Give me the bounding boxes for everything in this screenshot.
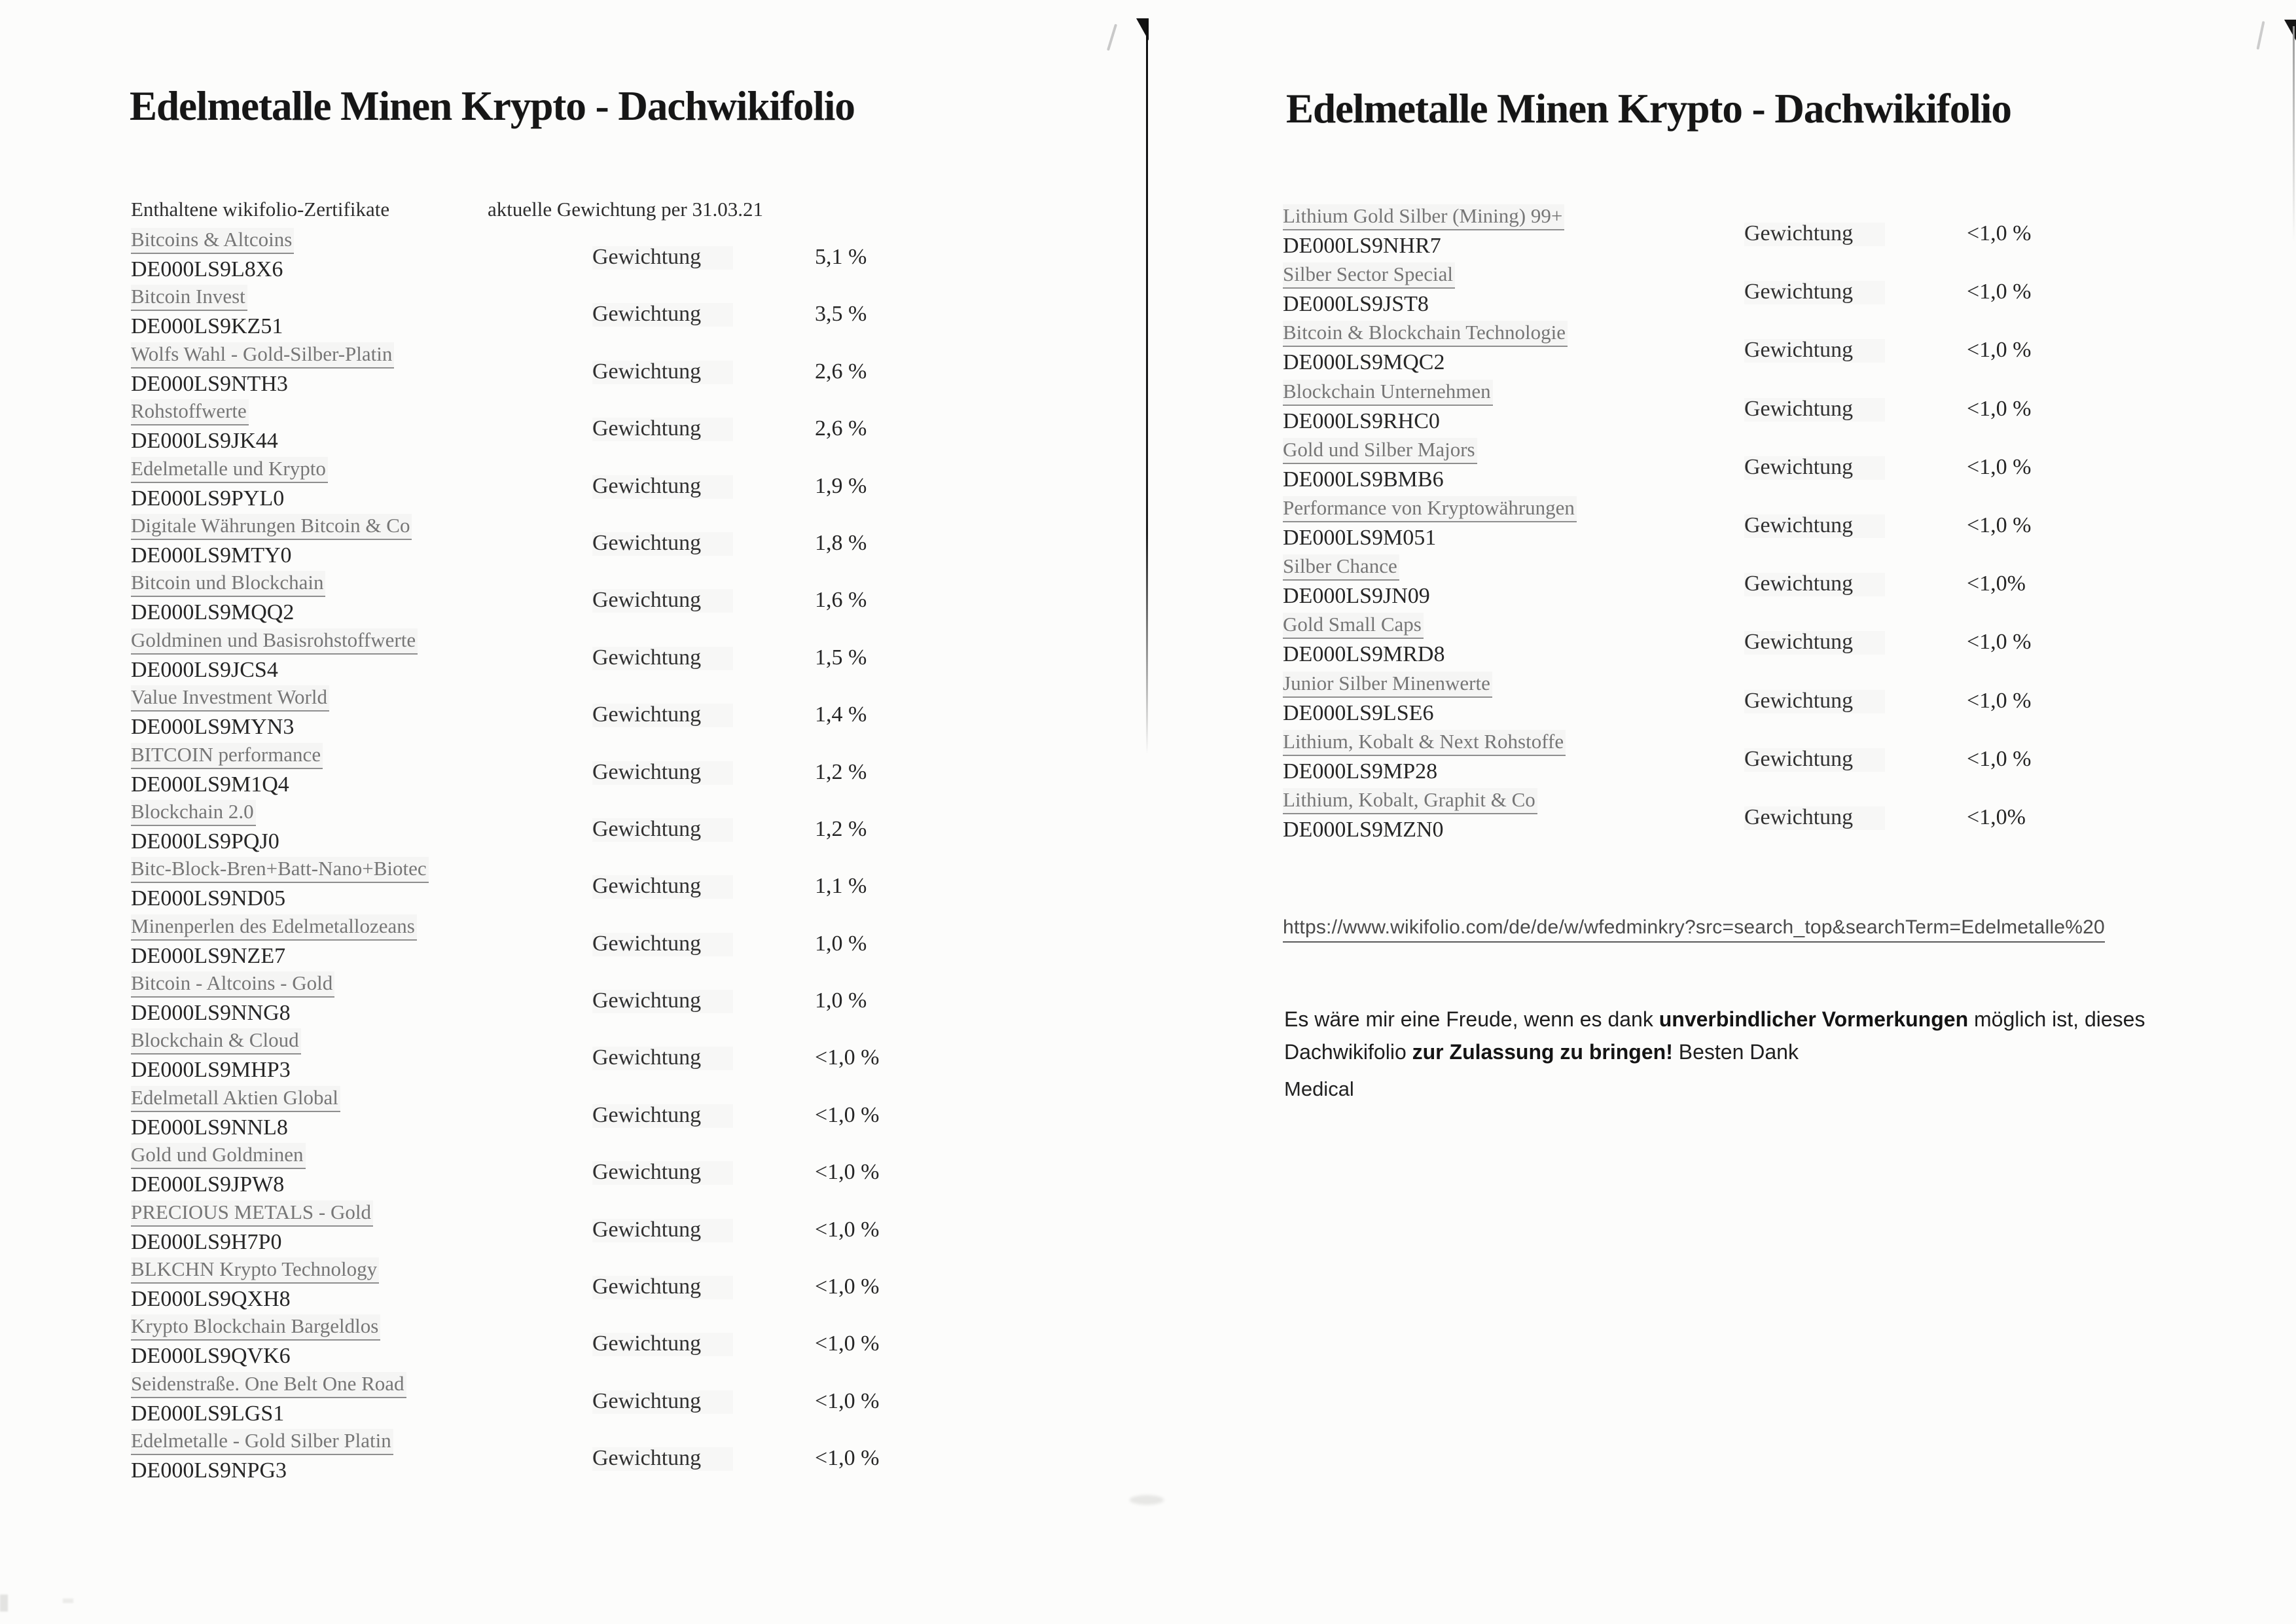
certificate-row: [131, 399, 1113, 456]
isin-code: DE000LS9MYN3: [131, 715, 295, 740]
certificate-cell: [131, 342, 592, 399]
certificate-cell: [1283, 380, 1744, 438]
weight-value: <1,0 %: [815, 1274, 880, 1299]
certificate-cell: [131, 457, 592, 514]
weight-label: Gewichtung: [1744, 438, 1967, 496]
closing-bold-text: zur Zulassung zu bringen!: [1412, 1040, 1673, 1064]
certificate-cell: [131, 857, 592, 914]
certificate-cell: [131, 1257, 592, 1314]
weight-label: Gewichtung: [1744, 496, 1967, 554]
wikifolio-link[interactable]: Goldminen und Basisrohstoffwerte: [131, 628, 418, 655]
wikifolio-link[interactable]: Bitc-Block-Bren+Batt-Nano+Biotec: [131, 857, 429, 883]
weight-label: Gewichtung: [592, 628, 815, 685]
isin-code: DE000LS9NPG3: [131, 1458, 287, 1483]
certificate-cell: [131, 743, 592, 800]
isin-code: DE000LS9QXH8: [131, 1287, 291, 1312]
wikifolio-link[interactable]: Silber Chance: [1283, 554, 1399, 581]
weight-label: Gewichtung: [592, 1314, 815, 1371]
wikifolio-link[interactable]: Bitcoin und Blockchain: [131, 571, 325, 597]
weight-value: <1,0 %: [815, 1388, 880, 1413]
scan-corner-edge: [2293, 26, 2295, 242]
isin-code: DE000LS9KZ51: [131, 314, 283, 339]
weight-label: Gewichtung: [592, 1257, 815, 1314]
wikifolio-link[interactable]: Silber Sector Special: [1283, 262, 1455, 289]
certificate-row: [131, 457, 1113, 514]
isin-code: DE000LS9MQQ2: [131, 600, 295, 625]
wikifolio-link[interactable]: Value Investment World: [131, 685, 329, 712]
weight-value: 1,5 %: [815, 645, 867, 670]
certificate-row: [131, 800, 1113, 857]
weight-label: Gewichtung: [592, 857, 815, 914]
wikifolio-link[interactable]: Lithium, Kobalt & Next Rohstoffe: [1283, 730, 1566, 756]
weight-value: 5,1 %: [815, 245, 867, 269]
weight-value: 3,5 %: [815, 302, 867, 327]
wikifolio-link[interactable]: Wolfs Wahl - Gold-Silber-Platin: [131, 342, 394, 369]
isin-code: DE000LS9MRD8: [1283, 642, 1445, 667]
certificate-row: [131, 1086, 1113, 1143]
isin-code: DE000LS9NTH3: [131, 371, 288, 396]
certificate-row: [1283, 496, 2265, 554]
signature: Medical: [1284, 1077, 1354, 1100]
wikifolio-link[interactable]: Gold und Goldminen: [131, 1143, 306, 1169]
isin-code: DE000LS9JPW8: [131, 1172, 285, 1197]
wikifolio-link[interactable]: BLKCHN Krypto Technology: [131, 1257, 379, 1284]
weight-label: Gewichtung: [592, 800, 815, 857]
isin-code: DE000LS9JCS4: [131, 657, 278, 682]
wikifolio-link[interactable]: Bitcoin Invest: [131, 285, 247, 311]
wikifolio-link[interactable]: Edelmetalle und Krypto: [131, 457, 328, 483]
weight-label: Gewichtung: [1744, 788, 1967, 846]
closing-text: Dachwikifolio: [1284, 1040, 1412, 1064]
wikifolio-link[interactable]: PRECIOUS METALS - Gold: [131, 1200, 373, 1227]
wikifolio-link[interactable]: Digitale Währungen Bitcoin & Co: [131, 514, 412, 540]
weight-value: 1,0 %: [815, 931, 867, 956]
column-header-certificates: Enthaltene wikifolio-Zertifikate: [131, 198, 390, 221]
certificate-row: [131, 971, 1113, 1028]
wikifolio-link[interactable]: Krypto Blockchain Bargeldlos: [131, 1314, 380, 1341]
isin-code: DE000LS9BMB6: [1283, 467, 1444, 492]
certificate-cell: [131, 514, 592, 571]
certificate-cell: [1283, 204, 1744, 262]
closing-bold-text: unverbindlicher Vormerkungen: [1659, 1007, 1969, 1031]
weight-value: <1,0 %: [815, 1045, 880, 1070]
certificate-cell: [131, 1200, 592, 1257]
weight-label: Gewichtung: [592, 914, 815, 971]
closing-note: [1284, 1003, 2161, 1068]
certificate-cell: [131, 285, 592, 342]
certificate-row: [131, 1372, 1113, 1429]
isin-code: DE000LS9RHC0: [1283, 408, 1440, 433]
weight-label: Gewichtung: [592, 342, 815, 399]
isin-code: DE000LS9M051: [1283, 525, 1437, 550]
certificate-cell: [1283, 554, 1744, 613]
isin-code: DE000LS9PQJ0: [131, 829, 279, 854]
weight-label: Gewichtung: [592, 1429, 815, 1486]
certificate-cell: [1283, 672, 1744, 730]
certificate-cell: [131, 685, 592, 742]
wikifolio-link[interactable]: Blockchain Unternehmen: [1283, 380, 1493, 406]
wikifolio-link[interactable]: Bitcoins & Altcoins: [131, 228, 294, 254]
wikifolio-link[interactable]: Blockchain 2.0: [131, 800, 256, 826]
isin-code: DE000LS9LGS1: [131, 1401, 285, 1426]
weight-label: Gewichtung: [1744, 204, 1967, 262]
weight-label: Gewichtung: [592, 1143, 815, 1200]
isin-code: DE000LS9MP28: [1283, 759, 1438, 784]
certificate-cell: [1283, 262, 1744, 321]
isin-code: DE000LS9NZE7: [131, 943, 286, 968]
isin-code: DE000LS9LSE6: [1283, 700, 1434, 725]
certificate-row: [1283, 438, 2265, 496]
certificate-row: [1283, 380, 2265, 438]
weight-label: Gewichtung: [1744, 262, 1967, 321]
weight-label: Gewichtung: [1744, 672, 1967, 730]
certificate-row: [131, 743, 1113, 800]
certificate-cell: [131, 800, 592, 857]
weight-value: <1,0 %: [815, 1217, 880, 1242]
wikifolio-link[interactable]: Edelmetall Aktien Global: [131, 1086, 340, 1112]
certificate-cell: [1283, 613, 1744, 671]
weight-label: Gewichtung: [592, 399, 815, 456]
isin-code: DE000LS9H7P0: [131, 1229, 282, 1254]
scan-fold-line: [1146, 21, 1148, 754]
certificate-row: [131, 685, 1113, 742]
wikifolio-link[interactable]: Lithium Gold Silber (Mining) 99+: [1283, 204, 1564, 230]
certificate-row: [1283, 262, 2265, 321]
weight-value: 2,6 %: [815, 416, 867, 441]
closing-text: Es wäre mir eine Freude, wenn es dank: [1284, 1007, 1659, 1031]
weight-value: <1,0 %: [1967, 688, 2032, 713]
certificate-cell: [131, 628, 592, 685]
wikifolio-link[interactable]: Rohstoffwerte: [131, 399, 249, 425]
certificate-cell: [1283, 496, 1744, 554]
isin-code: DE000LS9MTY0: [131, 543, 292, 568]
certificate-row: [131, 571, 1113, 628]
wikifolio-link[interactable]: Lithium, Kobalt, Graphit & Co: [1283, 788, 1537, 814]
weight-label: Gewichtung: [592, 1028, 815, 1085]
certificate-row: [131, 342, 1113, 399]
scan-smudge: [1130, 1495, 1164, 1505]
certificate-list-left: [131, 228, 1113, 1487]
wikifolio-url-link[interactable]: https://www.wikifolio.com/de/de/w/wfedminkry?src=search_top&searchTerm=Edelmetalle%20: [1283, 916, 2105, 943]
certificate-cell: [1283, 321, 1744, 379]
weight-value: <1,0 %: [1967, 338, 2032, 363]
weight-value: <1,0 %: [815, 1102, 880, 1127]
certificate-row: [1283, 730, 2265, 788]
weight-label: Gewichtung: [1744, 730, 1967, 788]
isin-code: DE000LS9MZN0: [1283, 817, 1444, 842]
closing-text: Besten Dank: [1672, 1040, 1799, 1064]
certificate-list-right: [1283, 204, 2265, 846]
certificate-row: [131, 228, 1113, 285]
isin-code: DE000LS9MQC2: [1283, 350, 1445, 375]
certificate-cell: [131, 399, 592, 456]
weight-label: Gewichtung: [1744, 380, 1967, 438]
weight-value: 1,2 %: [815, 816, 867, 841]
certificate-row: [1283, 788, 2265, 846]
certificate-row: [1283, 613, 2265, 671]
weight-label: Gewichtung: [592, 971, 815, 1028]
closing-text: möglich ist, dieses: [1968, 1007, 2145, 1031]
certificate-row: [131, 1200, 1113, 1257]
certificate-cell: [131, 228, 592, 285]
isin-code: DE000LS9L8X6: [131, 257, 283, 281]
certificate-row: [1283, 204, 2265, 262]
isin-code: DE000LS9JK44: [131, 429, 278, 454]
page-title: Edelmetalle Minen Krypto - Dachwikifolio: [1286, 86, 2011, 132]
isin-code: DE000LS9ND05: [131, 886, 286, 911]
weight-label: Gewichtung: [592, 285, 815, 342]
certificate-row: [131, 1314, 1113, 1371]
isin-code: DE000LS9NHR7: [1283, 234, 1441, 258]
weight-value: 1,4 %: [815, 702, 867, 727]
certificate-row: [1283, 672, 2265, 730]
isin-code: DE000LS9JN09: [1283, 584, 1430, 609]
wikifolio-link[interactable]: Edelmetalle - Gold Silber Platin: [131, 1429, 393, 1455]
certificate-cell: [131, 1372, 592, 1429]
certificate-row: [131, 1028, 1113, 1085]
weight-value: <1,0 %: [815, 1160, 880, 1185]
weight-label: Gewichtung: [592, 1086, 815, 1143]
wikifolio-link[interactable]: Bitcoin & Blockchain Technologie: [1283, 321, 1568, 347]
certificate-cell: [131, 1143, 592, 1200]
wikifolio-link[interactable]: Junior Silber Minenwerte: [1283, 672, 1492, 698]
weight-value: <1,0 %: [815, 1331, 880, 1356]
certificate-cell: [1283, 788, 1744, 846]
wikifolio-link[interactable]: Bitcoin - Altcoins - Gold: [131, 971, 334, 998]
certificate-row: [1283, 554, 2265, 613]
isin-code: DE000LS9PYL0: [131, 486, 285, 511]
certificate-cell: [131, 914, 592, 971]
weight-label: Gewichtung: [592, 514, 815, 571]
wikifolio-link[interactable]: Gold und Silber Majors: [1283, 438, 1477, 464]
certificate-row: [131, 628, 1113, 685]
certificate-cell: [1283, 730, 1744, 788]
weight-label: Gewichtung: [1744, 613, 1967, 671]
scan-smudge: [63, 1598, 73, 1603]
isin-code: DE000LS9JST8: [1283, 292, 1429, 317]
weight-value: 2,6 %: [815, 359, 867, 384]
certificate-row: [131, 914, 1113, 971]
closing-line2: [1284, 1036, 2161, 1068]
weight-label: Gewichtung: [592, 571, 815, 628]
weight-label: Gewichtung: [1744, 321, 1967, 379]
certificate-row: [131, 514, 1113, 571]
certificate-cell: [131, 571, 592, 628]
weight-label: Gewichtung: [592, 1200, 815, 1257]
weight-value: 1,1 %: [815, 874, 867, 899]
wikifolio-link[interactable]: Seidenstraße. One Belt One Road: [131, 1372, 406, 1398]
weight-value: <1,0 %: [1967, 630, 2032, 655]
wikifolio-link[interactable]: Gold Small Caps: [1283, 613, 1424, 639]
weight-label: Gewichtung: [1744, 554, 1967, 613]
weight-value: <1,0 %: [1967, 221, 2032, 245]
weight-value: <1,0 %: [1967, 454, 2032, 479]
isin-code: DE000LS9NNL8: [131, 1115, 288, 1140]
isin-code: DE000LS9QVK6: [131, 1344, 291, 1369]
certificate-cell: [131, 1314, 592, 1371]
page-right: [1145, 0, 2296, 1624]
wikifolio-link[interactable]: Performance von Kryptowährungen: [1283, 496, 1577, 522]
weight-value: <1,0 %: [1967, 513, 2032, 537]
weight-label: Gewichtung: [592, 743, 815, 800]
certificate-cell: [131, 1429, 592, 1486]
certificate-cell: [1283, 438, 1744, 496]
weight-label: Gewichtung: [592, 228, 815, 285]
weight-label: Gewichtung: [592, 685, 815, 742]
weight-value: <1,0 %: [1967, 396, 2032, 421]
certificate-cell: [131, 1086, 592, 1143]
isin-code: DE000LS9MHP3: [131, 1058, 291, 1083]
certificate-row: [131, 1257, 1113, 1314]
weight-value: <1,0%: [1967, 571, 2026, 596]
weight-value: <1,0 %: [1967, 746, 2032, 771]
wikifolio-link[interactable]: Minenperlen des Edelmetallozeans: [131, 914, 417, 941]
weight-value: 1,6 %: [815, 588, 867, 613]
page-title: Edelmetalle Minen Krypto - Dachwikifolio: [130, 83, 855, 129]
certificate-cell: [131, 1028, 592, 1085]
scan-smudge: [0, 1595, 8, 1612]
certificate-row: [1283, 321, 2265, 379]
closing-line1: [1284, 1003, 2161, 1036]
wikifolio-link[interactable]: Blockchain & Cloud: [131, 1028, 301, 1055]
certificate-row: [131, 857, 1113, 914]
weight-value: <1,0 %: [1967, 280, 2032, 304]
weight-value: 1,2 %: [815, 759, 867, 784]
weight-label: Gewichtung: [592, 1372, 815, 1429]
column-header-weighting: aktuelle Gewichtung per 31.03.21: [488, 198, 763, 221]
weight-value: 1,9 %: [815, 473, 867, 498]
weight-value: 1,8 %: [815, 530, 867, 555]
page-left: [0, 0, 1145, 1624]
certificate-row: [131, 285, 1113, 342]
weight-value: 1,0 %: [815, 988, 867, 1013]
certificate-row: [131, 1143, 1113, 1200]
isin-code: DE000LS9NNG8: [131, 1001, 291, 1026]
weight-value: <1,0%: [1967, 804, 2026, 829]
certificate-row: [131, 1429, 1113, 1486]
weight-value: <1,0 %: [815, 1446, 880, 1471]
weight-label: Gewichtung: [592, 457, 815, 514]
wikifolio-link[interactable]: BITCOIN performance: [131, 743, 323, 769]
isin-code: DE000LS9M1Q4: [131, 772, 289, 797]
certificate-cell: [131, 971, 592, 1028]
